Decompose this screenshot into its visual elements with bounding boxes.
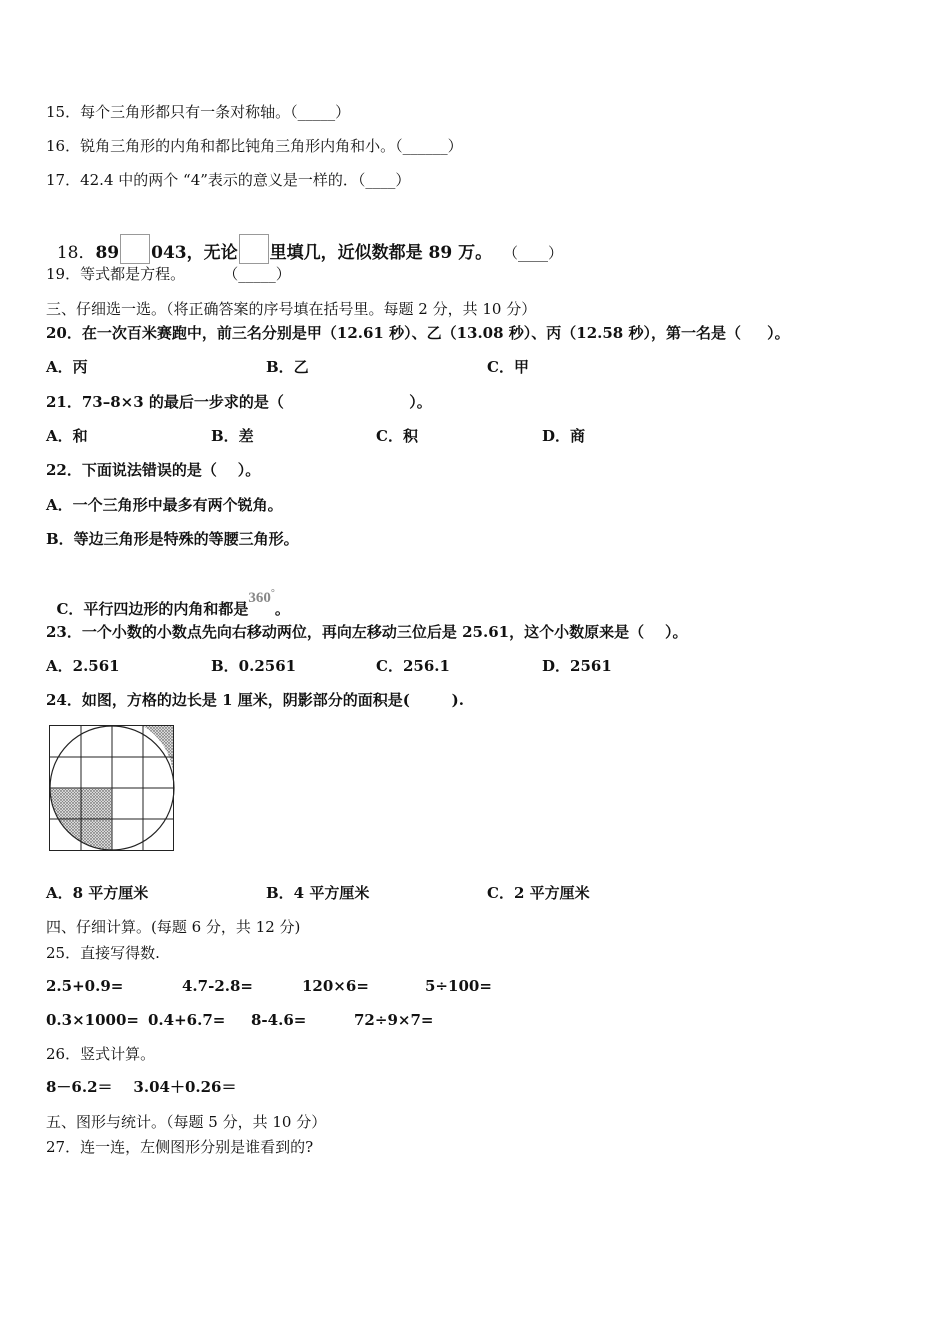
question-18 [46, 214, 563, 264]
calc-r2-c1: 0.3×1000= [46, 1011, 139, 1029]
question-19: 19．等式都是方程。 （_____） [46, 265, 291, 283]
q22-option-c [46, 576, 290, 620]
section-3-title: 三、仔细选一选。（将正确答案的序号填在括号里。每题 2 分，共 10 分） [46, 300, 537, 318]
question-18-part-b: 043，无论 [151, 243, 238, 263]
question-25: 25．直接写得数. [46, 944, 160, 962]
calc-r1-c2: 4.7-2.8= [182, 977, 253, 995]
q24-option-c: C．2 平方厘米 [487, 884, 590, 902]
question-27: 27．连一连，左侧图形分别是谁看到的? [46, 1138, 314, 1156]
question-18-blank: （____） [502, 244, 563, 262]
calc-r1-c4: 5÷100= [425, 977, 492, 995]
question-17: 17．42.4 中的两个 “4”表示的意义是一样的．（____） [46, 171, 411, 189]
degree-value: 360° [248, 588, 275, 606]
q21-option-d: D．商 [542, 427, 586, 445]
q21-option-a: A．和 [46, 427, 88, 445]
question-21: 21．73–8×3 的最后一步求的是（ ）。 [46, 393, 432, 411]
shaded-region-top-right [143, 726, 173, 772]
calc-r2-c4: 72÷9×7= [354, 1011, 434, 1029]
q22-option-b: B．等边三角形是特殊的等腰三角形。 [46, 530, 299, 548]
vertical-calc-expressions: 8－6.2＝ 3.04＋0.26＝ [46, 1078, 237, 1096]
question-22: 22．下面说法错误的是（ ）。 [46, 461, 261, 479]
q23-option-a: A．2.561 [46, 657, 120, 675]
question-20: 20．在一次百米赛跑中，前三名分别是甲（12.61 秒）、乙（13.08 秒）、丙（12.58 秒），第一名是（ ）。 [46, 324, 790, 342]
question-24: 24．如图，方格的边长是 1 厘米，阴影部分的面积是( ). [46, 691, 464, 709]
blank-box-2 [239, 234, 269, 264]
q20-option-b: B．乙 [266, 358, 309, 376]
q22-option-c-end: 。 [274, 600, 290, 618]
q20-option-c: C．甲 [487, 358, 529, 376]
q21-option-b: B．差 [211, 427, 254, 445]
section-4-title: 四、仔细计算。(每题 6 分，共 12 分) [46, 918, 301, 936]
q23-option-d: D．2561 [542, 657, 612, 675]
question-15: 15．每个三角形都只有一条对称轴。（_____） [46, 103, 351, 121]
calc-r2-c3: 8-4.6= [251, 1011, 307, 1029]
q21-option-c: C．积 [376, 427, 418, 445]
q22-option-c-text: C．平行四边形的内角和都是 [56, 600, 249, 618]
blank-box-1 [120, 234, 150, 264]
section-5-title: 五、图形与统计。（每题 5 分，共 10 分） [46, 1113, 327, 1131]
q23-option-b: B．0.2561 [211, 657, 297, 675]
calc-r1-c3: 120×6= [302, 977, 369, 995]
q22-option-a: A．一个三角形中最多有两个锐角。 [46, 496, 283, 514]
q20-option-a: A．丙 [46, 358, 88, 376]
question-18-part-a: 89 [95, 243, 120, 263]
q23-option-c: C．256.1 [376, 657, 450, 675]
question-16: 16．锐角三角形的内角和都比钝角三角形内角和小。（______） [46, 137, 463, 155]
question-18-part-c: 里填几，近似数都是 89 万。 [269, 243, 493, 263]
question-18-number: 18． [56, 243, 96, 263]
calc-r1-c1: 2.5+0.9= [46, 977, 124, 995]
q24-option-b: B．4 平方厘米 [266, 884, 370, 902]
calc-r2-c2: 0.4+6.7= [148, 1011, 226, 1029]
question-26: 26．竖式计算。 [46, 1045, 156, 1063]
q24-option-a: A．8 平方厘米 [46, 884, 149, 902]
question-23: 23．一个小数的小数点先向右移动两位，再向左移动三位后是 25.61，这个小数原来是（ ）。 [46, 623, 688, 641]
grid-circle-figure [48, 724, 176, 854]
